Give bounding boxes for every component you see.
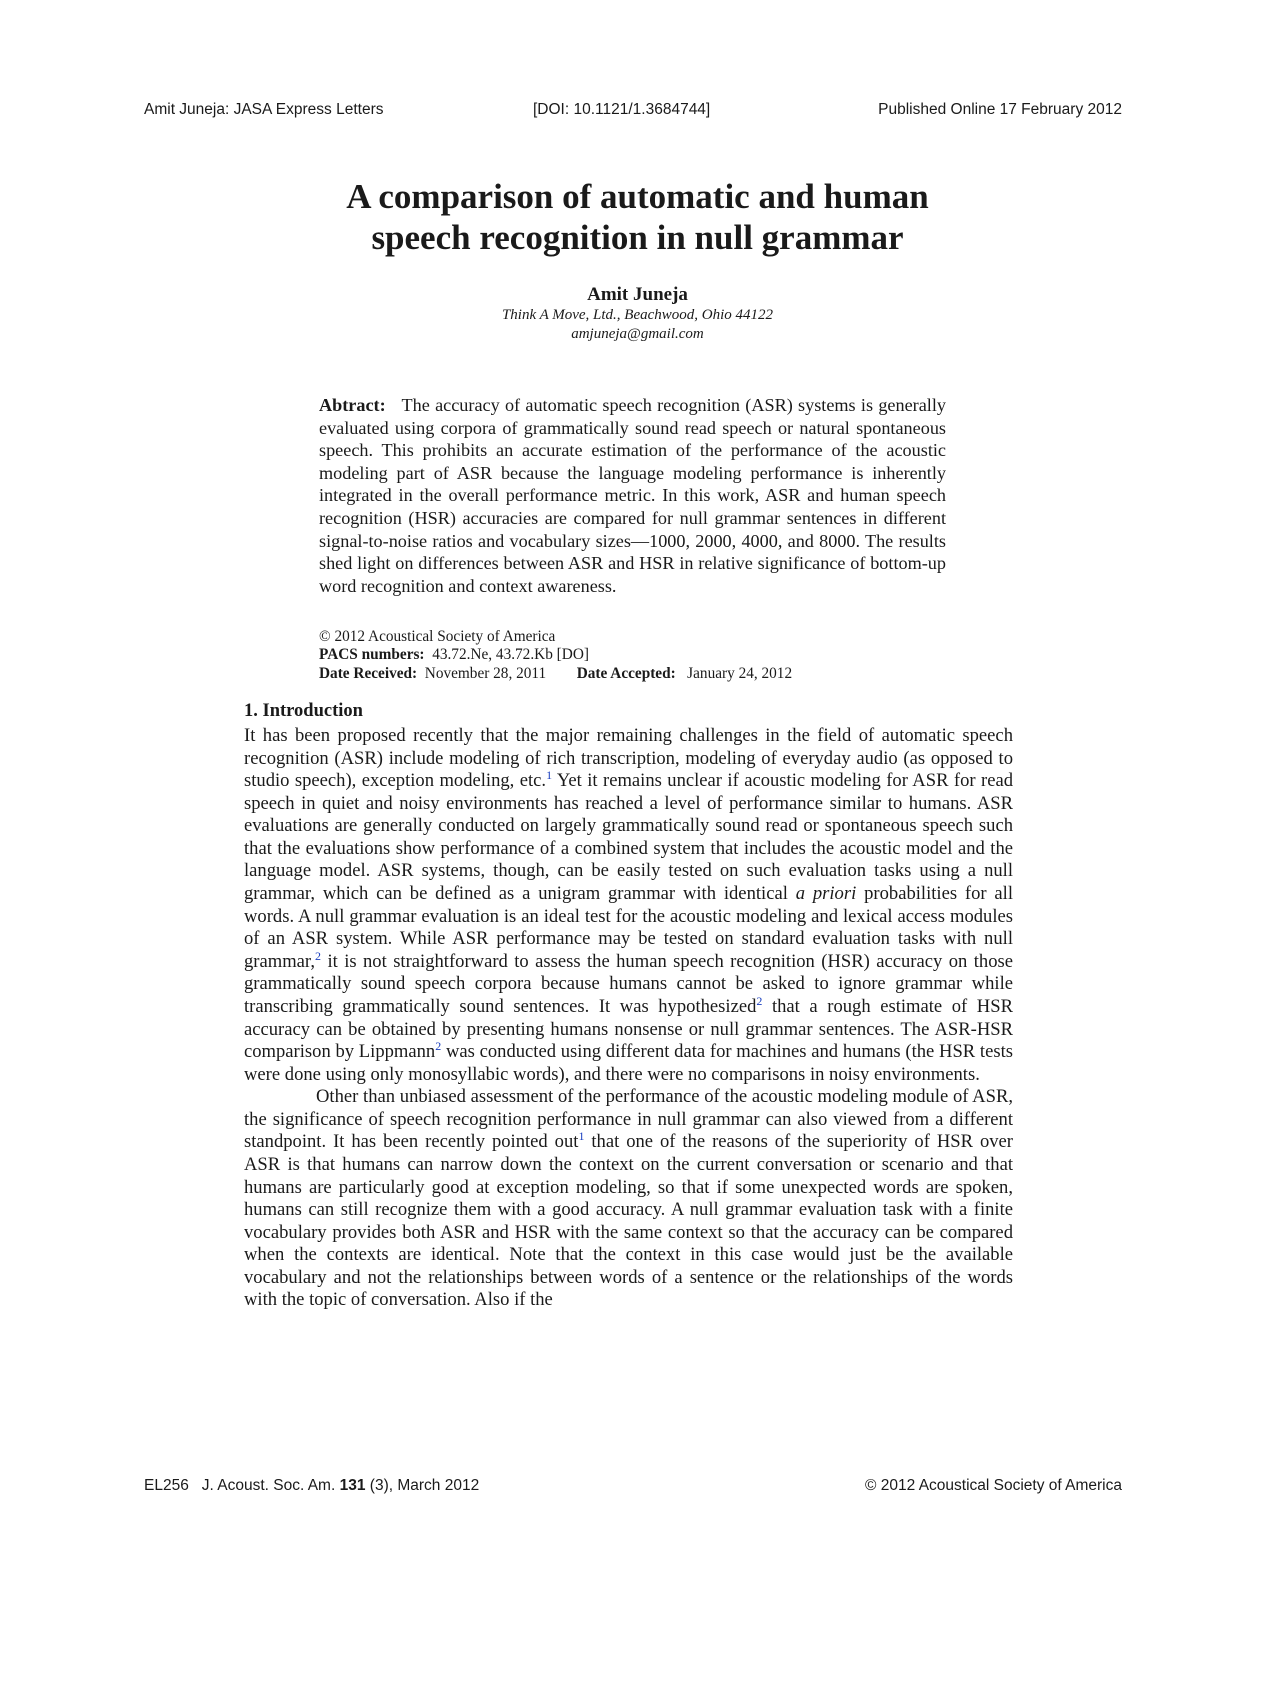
reference-link[interactable]: 2 [435,1038,442,1053]
author-affiliation: Think A Move, Ltd., Beachwood, Ohio 44122 [501,307,774,323]
footer-copyright: © 2012 Acoustical Society of America [865,1477,1122,1494]
reference-link[interactable]: 1 [546,767,553,782]
header-published-date: Published Online 17 February 2012 [878,101,1122,118]
paragraph-text: that one of the reasons of the superiority of HSR over ASR is that humans can narrow down the context on the current conversation or scenario and that humans are particularly good at exception modeling, so that if some unexpected words are spoken, humans can still recognize them with a good accuracy. A null grammar evaluation task with a finite vocabulary provides both ASR and HSR with the same context so that the accuracy can be compared when the contexts are identical. Note that the context in this case would just be the available vocabulary and not the relationships between words of a sentence or the relationships of the words with the topic of conversation. Also if the [244,1131,1013,1311]
paragraph-text: was conducted using different data for machines and humans (the HSR tests were done using only monosyllabic words), and there were no comparisons in noisy environments. [244,1041,1013,1085]
accepted-value: January 24, 2012 [687,665,793,682]
paragraph-text: It has been proposed recently that the major remaining challenges in the field of automatic speech recognition (ASR) include modeling of rich transcription, modeling of everyday audio (as opposed to studio speech), exception modeling, etc. [244,725,1013,792]
received-value: November 28, 2011 [424,665,547,682]
paragraph-text: Yet it remains unclear if acoustic modeling for ASR for read speech in quiet and noisy environments has reached a level of performance similar to humans. ASR evaluations are generally conducted on largely grammatically sound read or spontaneous speech such that the evaluations show performance of a combined system that includes the acoustic model and the language model. ASR systems, though, can be easily tested on such evaluation tasks using a null grammar, which can be defined as a unigram grammar with identical [244,770,1014,905]
section-heading: 1. Introduction [244,701,363,721]
received-label: Date Received: [319,665,418,682]
abstract-label: Abtract: [319,395,386,415]
reference-link[interactable]: 2 [756,993,763,1008]
footer-journal: J. Acoust. Soc. Am. [201,1477,336,1494]
abstract-text: The accuracy of automatic speech recognition (ASR) systems is generally evaluated using corpora of grammatically sound read speech or natural spontaneous speech. This prohibits an accurate estimation of the performance of the acoustic modeling part of ASR because the language modeling performance is inherently integrated in the overall performance metric. In this work, ASR and human speech recognition (HSR) accuracies are compared for null grammar sentences in different signal-to-noise ratios and vocabulary sizes—1000, 2000, 4000, and 8000. The results shed light on differences between ASR and HSR in relative significance of bottom-up word recognition and context awareness. [319,395,946,596]
reference-link[interactable]: 1 [578,1129,585,1144]
paragraph-text: that a rough estimate of HSR accuracy can be obtained by presenting humans nonsense or null grammar sentences. The ASR-HSR comparison by Lippmann [244,995,1013,1063]
italic-term: a priori [795,883,857,905]
paragraph-text: probabilities for all words. A null grammar evaluation is an ideal test for the acoustic modeling and lexical access modules of an ASR system. While ASR performance may be tested on standard evaluation tasks with null grammar, [244,883,1014,972]
pacs-label: PACS numbers: [319,646,425,663]
running-footer [144,1477,1122,1499]
pacs-value: 43.72.Ne, 43.72.Kb [DO] [432,646,589,663]
accepted-label: Date Accepted: [576,665,676,682]
paragraph-text: it is not straightforward to assess the human speech recognition (HSR) accuracy on those grammatically sound speech corpora because humans cannot be asked to ignore grammar while transcribing grammatically sound sentences. It was hypothesized [244,950,1013,1017]
reference-link[interactable]: 2 [315,948,322,963]
title-line-1: A comparison of automatic and human [346,177,929,216]
copyright-line: © 2012 Acoustical Society of America [319,628,556,645]
body-text [244,725,1013,1312]
footer-issue: (3), March 2012 [369,1477,480,1494]
footer-page: EL256 [144,1477,189,1494]
paragraph-text: Other than unbiased assessment of the performance of the acoustic modeling module of ASR, the significance of speech recognition performance in null grammar can also viewed from a different standpoint. It has been recently pointed out [244,1086,1013,1153]
dates-line [319,664,959,683]
author-email: amjuneja@gmail.com [571,326,704,342]
running-header [144,101,1122,123]
author-name: Amit Juneja [587,284,688,305]
header-journal: Amit Juneja: JASA Express Letters [144,101,384,118]
abstract [319,394,946,597]
author-block [240,283,1035,344]
paragraph-2 [244,1086,1013,1312]
title-line-2: speech recognition in null grammar [371,218,904,257]
footer-volume: 131 [339,1477,366,1494]
paragraph-1 [244,725,1013,1086]
header-doi: [DOI: 10.1121/1.3684744] [533,101,711,118]
footer-citation [144,1477,479,1499]
paper-title [240,176,1035,258]
pacs-line [319,645,959,664]
